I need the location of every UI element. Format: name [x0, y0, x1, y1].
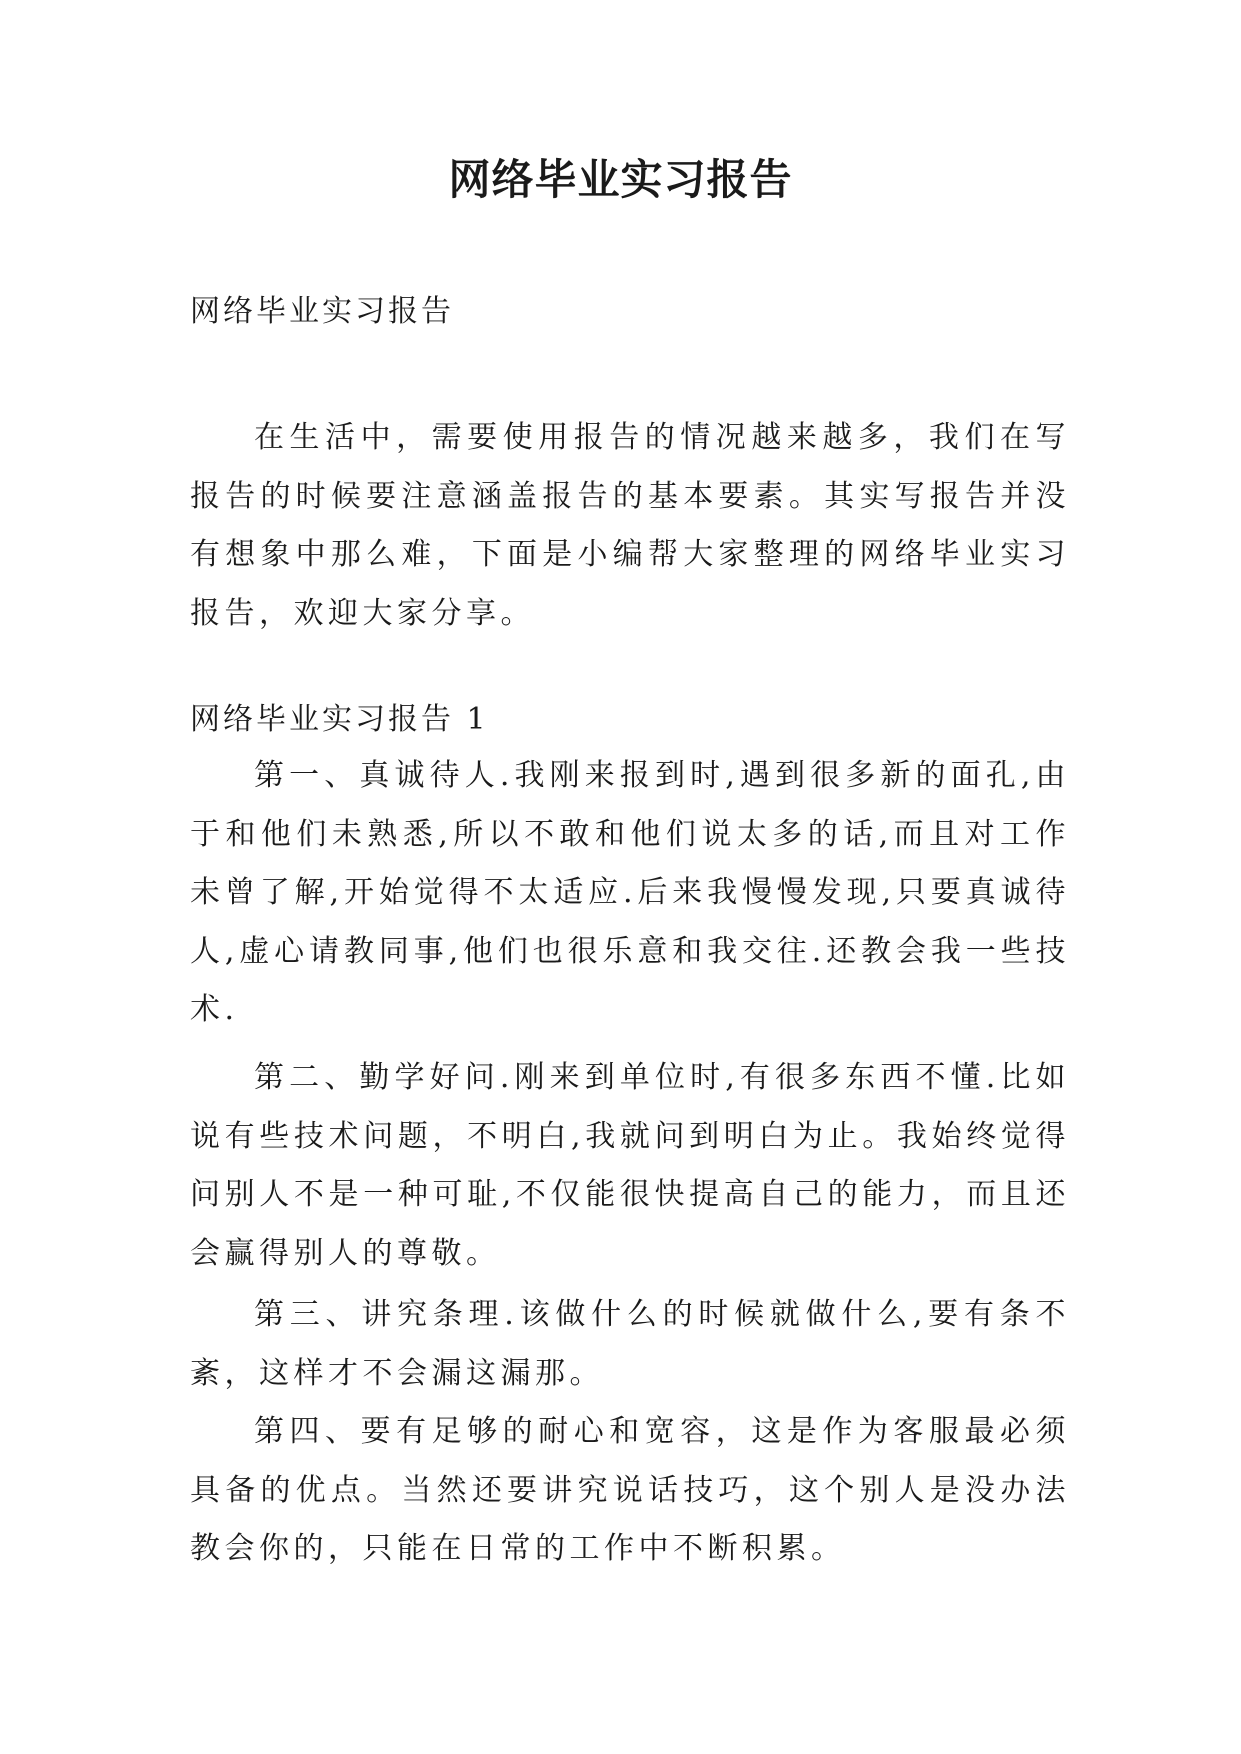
intro-paragraph: 在生活中，需要使用报告的情况越来越多，我们在写报告的时候要注意涵盖报告的基本要素。其实写报告并没有想象中那么难，下面是小编帮大家整理的网络毕业实习报告，欢迎大家分享。 [190, 420, 1070, 631]
document-title: 网络毕业实习报告 [448, 155, 793, 204]
document-subtitle: 网络毕业实习报告 [190, 294, 454, 329]
section-heading: 网络毕业实习报告 1 [190, 702, 489, 737]
body-paragraph-2: 第二、勤学好问.刚来到单位时,有很多东西不懂.比如说有些技术问题，不明白,我就问到明白为止。我始终觉得问别人不是一种可耻,不仅能很快提高自己的能力，而且还会赢得别人的尊敬。 [190, 1060, 1070, 1271]
body-paragraph-3: 第三、讲究条理.该做什么的时候就做什么,要有条不紊，这样才不会漏这漏那。 [190, 1297, 1070, 1391]
body-paragraph-1: 第一、真诚待人.我刚来报到时,遇到很多新的面孔,由于和他们未熟悉,所以不敢和他们说太多的话,而且对工作未曾了解,开始觉得不太适应.后来我慢慢发现,只要真诚待人,虚心请教同事,他们也很乐意和我交往.还教会我一些技术. [190, 758, 1070, 1027]
body-paragraph-4: 第四、要有足够的耐心和宽容，这是作为客服最必须具备的优点。当然还要讲究说话技巧，这个别人是没办法教会你的，只能在日常的工作中不断积累。 [190, 1414, 1070, 1566]
